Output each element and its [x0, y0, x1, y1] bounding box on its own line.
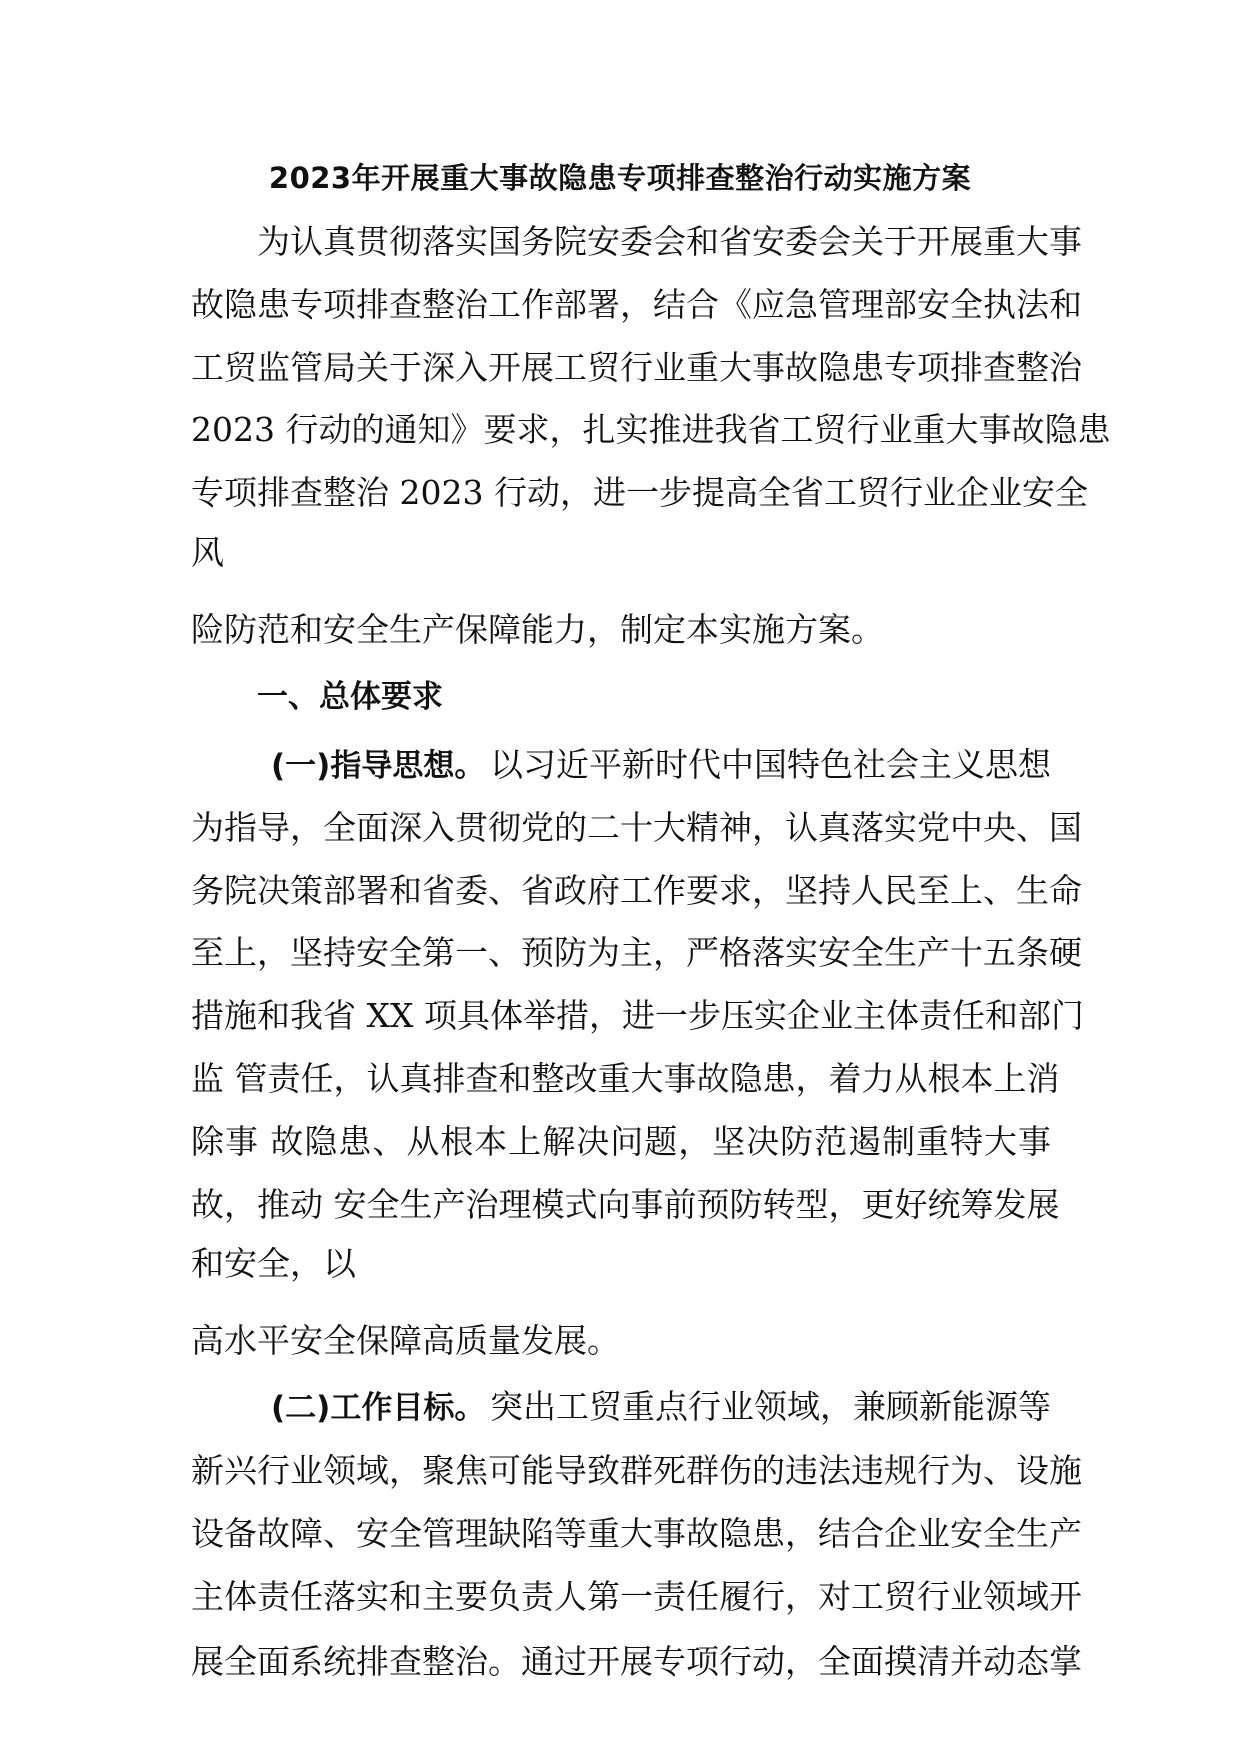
goals-line: 设备故障、安全管理缺陷等重大事故隐患，结合企业安全生产 — [191, 1514, 1082, 1553]
goals-first-text: 突出工贸重点行业领域，兼顾新能源等 — [490, 1387, 1051, 1426]
guiding-line: 故，推动 安全生产治理模式向事前预防转型，更好统筹发展 — [191, 1185, 1060, 1224]
goals-label: (二)工作目标。 — [271, 1390, 486, 1426]
intro-line: 为认真贯彻落实国务院安委会和省安委会关于开展重大事 — [257, 222, 1082, 261]
goals-line: 主体责任落实和主要负责人第一责任履行，对工贸行业领域开 — [191, 1577, 1082, 1616]
goals-line: 展全面系统排查整治。通过开展专项行动，全面摸清并动态掌 — [191, 1642, 1082, 1681]
guiding-line: 监 管责任，认真排查和整改重大事故隐患，着力从根本上消 — [191, 1059, 1060, 1098]
goals-line: 新兴行业领域，聚焦可能导致群死群伤的违法违规行为、设施 — [191, 1451, 1082, 1490]
intro-line: 工贸监管局关于深入开展工贸行业重大事故隐患专项排查整治 — [191, 348, 1082, 387]
guiding-line: 高水平安全保障高质量发展。 — [191, 1321, 620, 1360]
goals-first-line — [271, 1385, 1051, 1430]
guiding-line: 和安全，以 — [191, 1244, 356, 1283]
guiding-line: 措施和我省 XX 项具体举措，进一步压实企业主体责任和部门 — [191, 996, 1084, 1035]
section-heading: 一、总体要求 — [257, 679, 443, 715]
guiding-label: (一)指导思想。 — [271, 748, 486, 784]
intro-line: 险防范和安全生产保障能力，制定本实施方案。 — [191, 610, 884, 649]
guiding-first-text: 以习近平新时代中国特色社会主义思想 — [490, 745, 1051, 784]
guiding-line: 为指导，全面深入贯彻党的二十大精神，认真落实党中央、国 — [191, 808, 1082, 847]
guiding-line: 务院决策部署和省委、省政府工作要求，坚持人民至上、生命 — [191, 871, 1082, 910]
intro-line: 风 — [191, 533, 224, 572]
intro-line: 2023 行动的通知》要求，扎实推进我省工贸行业重大事故隐患 — [191, 410, 1111, 449]
guiding-line: 除事 故隐患、从根本上解决问题，坚决防范遏制重特大事 — [191, 1122, 1051, 1161]
intro-line: 专项排查整治 2023 行动，进一步提高全省工贸行业企业安全 — [191, 473, 1088, 512]
guiding-first-line — [271, 743, 1051, 788]
guiding-line: 至上，坚持安全第一、预防为主，严格落实安全生产十五条硬 — [191, 933, 1082, 972]
document-title: 2023年开展重大事故隐患专项排查整治行动实施方案 — [268, 161, 972, 195]
intro-line: 故隐患专项排查整治工作部署，结合《应急管理部安全执法和 — [191, 285, 1082, 324]
